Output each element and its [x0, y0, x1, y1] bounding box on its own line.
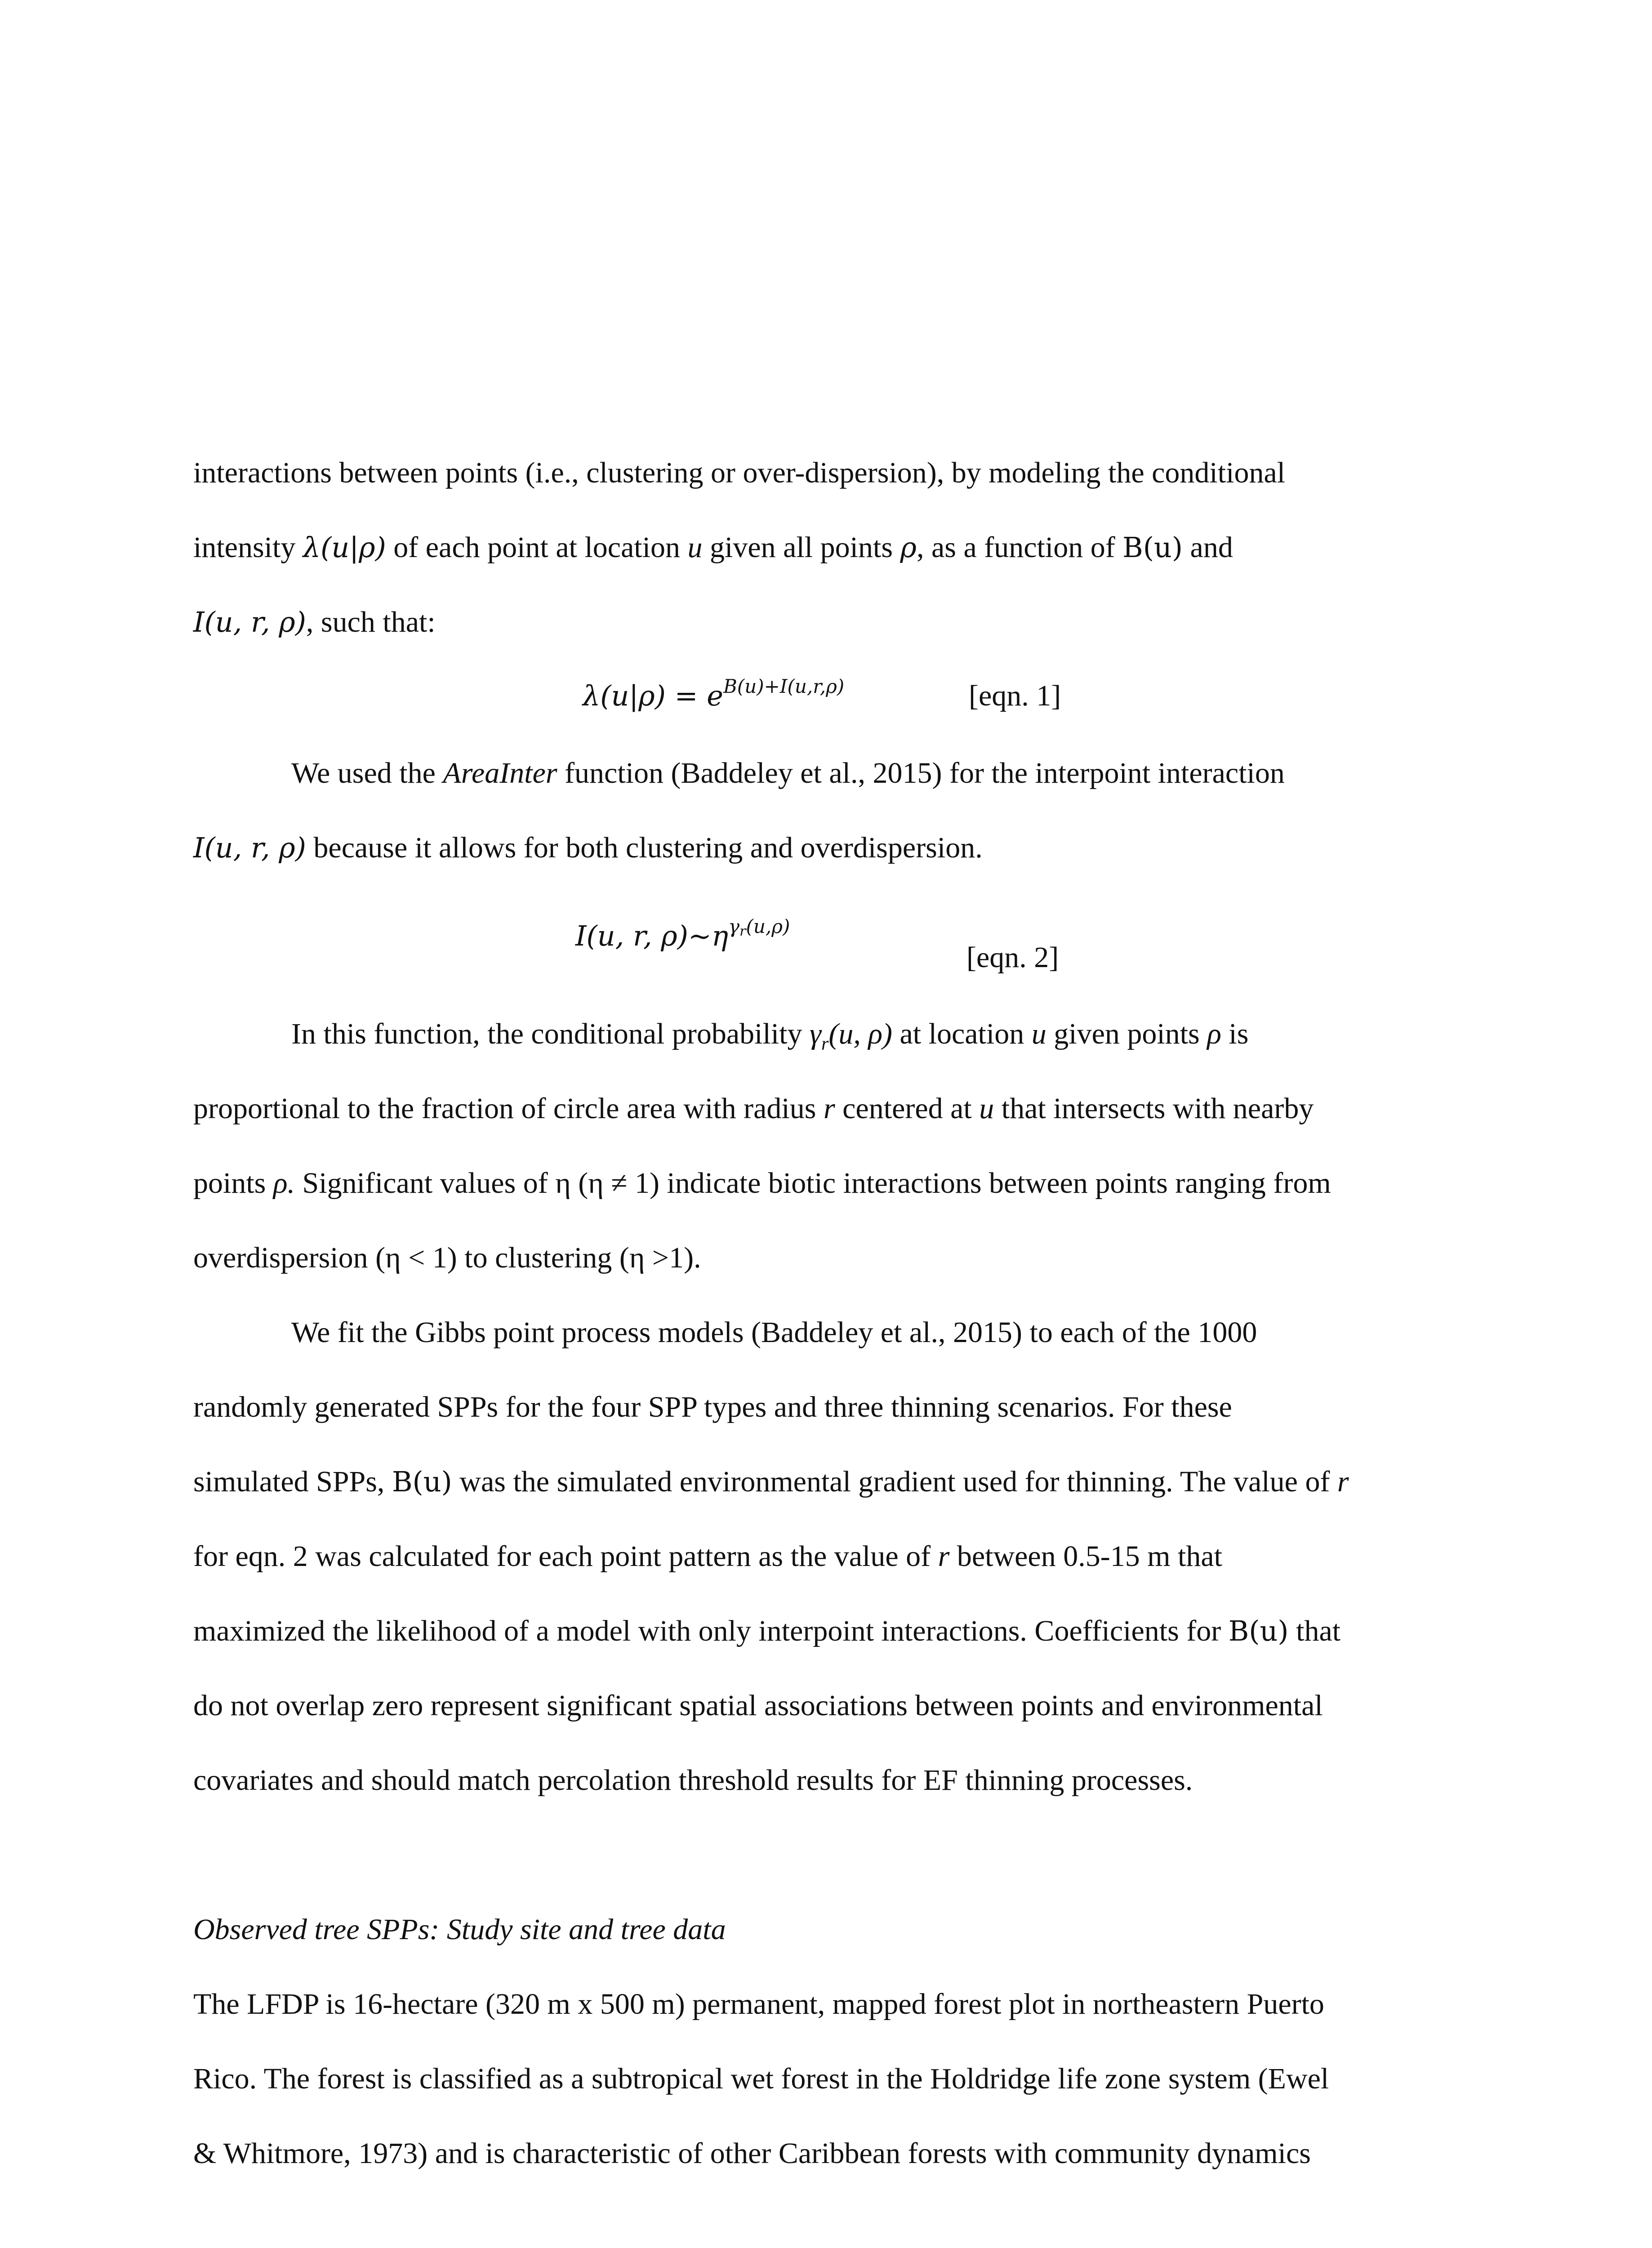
- text-span: for eqn. 2 was calculated for each point pattern as the value of: [193, 1540, 938, 1573]
- text-span: overdispersion (η < 1) to clustering (η >1).: [193, 1241, 701, 1274]
- math-variable: u: [979, 1092, 994, 1125]
- text-span: simulated SPPs,: [193, 1465, 392, 1498]
- text-span: Rico. The forest is classified as a subtropical wet forest in the Holdridge life zone system (Ewel: [193, 2062, 1329, 2095]
- math-variable: r: [823, 1092, 835, 1125]
- text-line: [193, 1091, 1314, 1127]
- text-span: at location: [892, 1017, 1032, 1050]
- text-line: [193, 530, 1233, 566]
- text-span: is: [1221, 1017, 1249, 1050]
- text-span: & Whitmore, 1973) and is characteristic of other Caribbean forests with community dynamics: [193, 2137, 1311, 2170]
- text-span: intensity: [193, 531, 303, 564]
- math-expression: B(u): [1228, 1615, 1289, 1647]
- text-span: that: [1288, 1615, 1341, 1647]
- text-span: points: [193, 1167, 273, 1200]
- text-span: interactions between points (i.e., clustering or over-dispersion), by modeling the conditional: [193, 456, 1286, 489]
- text-line: [193, 1240, 701, 1276]
- math-expression: (u, ρ): [828, 1017, 892, 1050]
- math-expression: λ(u|ρ): [303, 531, 386, 564]
- text-span: randomly generated SPPs for the four SPP types and three thinning scenarios. For these: [193, 1391, 1232, 1423]
- text-span: The LFDP is 16-hectare (320 m x 500 m) permanent, mapped forest plot in northeastern Puerto: [193, 1988, 1324, 2021]
- text-span: centered at: [835, 1092, 980, 1125]
- math-variable: γ: [809, 1017, 821, 1050]
- section-heading: Observed tree SPPs: Study site and tree data: [193, 1913, 726, 1946]
- math-variable: u: [687, 531, 703, 564]
- text-line: [193, 2136, 1311, 2172]
- math-variable: u: [1031, 1017, 1046, 1050]
- text-span: of each point at location: [386, 531, 688, 564]
- text-span: , as a function of: [916, 531, 1123, 564]
- text-line: [193, 2061, 1329, 2097]
- text-span: was the simulated environmental gradient used for thinning. The value of: [452, 1465, 1337, 1498]
- text-span: because it allows for both clustering and overdispersion.: [306, 831, 983, 864]
- text-span: do not overlap zero represent significant spatial associations between points and environmental: [193, 1689, 1323, 1722]
- text-line: [193, 830, 983, 866]
- equation-lhs: λ(u|ρ) = e: [583, 679, 723, 712]
- math-expression: I(u, r, ρ): [193, 606, 306, 638]
- text-line: [193, 1464, 1349, 1500]
- math-variable: ρ: [900, 531, 917, 564]
- text-line: [193, 1762, 1193, 1798]
- function-name: AreaInter: [443, 757, 557, 789]
- text-line: [193, 1165, 1331, 1201]
- text-line: [193, 1688, 1323, 1724]
- text-span: between 0.5-15 m that: [949, 1540, 1222, 1573]
- text-span: maximized the likelihood of a model with only interpoint interactions. Coefficients for: [193, 1615, 1229, 1647]
- text-line: [193, 1613, 1340, 1649]
- text-line: [193, 455, 1285, 491]
- text-span: and: [1183, 531, 1233, 564]
- exponent-gamma: γ: [728, 915, 740, 937]
- text-span: We fit the Gibbs point process models (Baddeley et al., 2015) to each of the 1000: [291, 1316, 1257, 1349]
- text-line: [291, 755, 1285, 791]
- text-span: Significant values of η (η ≠ 1) indicate biotic interactions between points ranging from: [295, 1167, 1331, 1200]
- text-line: [193, 1986, 1324, 2022]
- math-variable: r: [938, 1540, 950, 1573]
- equation-lhs: I(u, r, ρ)~η: [575, 919, 729, 952]
- math-subscript: r: [821, 1034, 829, 1055]
- exponent-subscript: r: [739, 923, 746, 939]
- text-span: covariates and should match percolation threshold results for EF thinning processes.: [193, 1764, 1193, 1797]
- text-span: proportional to the fraction of circle area with radius: [193, 1092, 824, 1125]
- math-expression: B(u): [1122, 531, 1183, 564]
- text-line: [291, 1016, 1248, 1062]
- text-line: [193, 604, 436, 640]
- equation-1: [583, 675, 845, 717]
- equation-exponent: B(u)+I(u,r,ρ): [723, 675, 845, 697]
- math-variable: r: [1337, 1465, 1349, 1498]
- equation-2: [575, 915, 790, 959]
- text-span: , such that:: [306, 606, 436, 638]
- math-variable: ρ: [1207, 1017, 1221, 1050]
- math-expression: I(u, r, ρ): [193, 831, 306, 864]
- text-span: given points: [1046, 1017, 1207, 1050]
- math-expression: B(u): [392, 1465, 452, 1498]
- text-span: In this function, the conditional probability: [291, 1017, 810, 1050]
- exponent-args: (u,ρ): [746, 915, 790, 937]
- text-span: that intersects with nearby: [994, 1092, 1314, 1125]
- text-line: [193, 1389, 1232, 1425]
- equation-exponent: [728, 915, 790, 937]
- text-span: function (Baddeley et al., 2015) for the interpoint interaction: [557, 757, 1285, 789]
- text-span: We used the: [291, 757, 443, 789]
- text-span: given all points: [702, 531, 900, 564]
- text-line: [291, 1315, 1257, 1351]
- text-line: [193, 1539, 1222, 1574]
- equation-2-label: [eqn. 2]: [966, 941, 1059, 974]
- equation-1-label: [eqn. 1]: [969, 679, 1061, 712]
- math-variable: ρ.: [273, 1167, 295, 1200]
